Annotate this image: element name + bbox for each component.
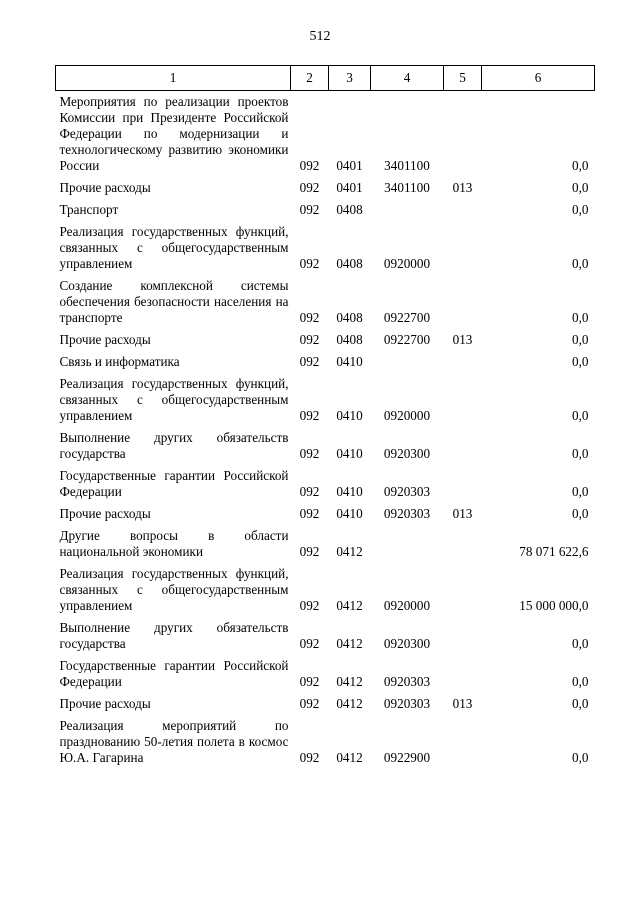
table-row bbox=[56, 500, 595, 522]
row-name-cell: Связь и информатика bbox=[59, 354, 180, 369]
row-section-cell: 0408 bbox=[336, 202, 363, 217]
table-row bbox=[56, 560, 595, 614]
row-code-cell: 092 bbox=[299, 202, 320, 217]
row-type-cell: 013 bbox=[452, 506, 473, 521]
row-code-cell: 092 bbox=[299, 696, 320, 711]
table-row bbox=[56, 614, 595, 652]
row-name-cell: Выполнение других обязательств государства bbox=[59, 620, 289, 651]
page-number: 512 bbox=[309, 29, 331, 44]
row-type-cell: 013 bbox=[452, 332, 473, 347]
row-name-cell: Реализация мероприятий по празднованию 50-летия полета в космос Ю.А. Гагарина bbox=[59, 718, 289, 765]
row-article-cell bbox=[371, 196, 444, 218]
table-header bbox=[56, 66, 595, 91]
row-section-cell: 0412 bbox=[336, 598, 363, 613]
row-section-cell: 0410 bbox=[336, 484, 363, 499]
table-row bbox=[56, 326, 595, 348]
table-row bbox=[56, 522, 595, 560]
row-type-cell bbox=[444, 652, 482, 690]
table-row bbox=[56, 272, 595, 326]
row-code-cell: 092 bbox=[299, 484, 320, 499]
row-amount-cell: 0,0 bbox=[572, 696, 589, 711]
row-amount-cell: 0,0 bbox=[572, 446, 589, 461]
row-name-cell: Государственные гарантии Российской Федерации bbox=[59, 658, 289, 689]
row-article-cell: 0922700 bbox=[383, 332, 431, 347]
table-row bbox=[56, 218, 595, 272]
table-row bbox=[56, 652, 595, 690]
row-section-cell: 0408 bbox=[336, 310, 363, 325]
row-amount-cell: 0,0 bbox=[572, 158, 589, 173]
row-name-cell: Другие вопросы в области национальной экономики bbox=[59, 528, 289, 559]
row-section-cell: 0412 bbox=[336, 674, 363, 689]
row-amount-cell: 0,0 bbox=[572, 750, 589, 765]
row-amount-cell: 0,0 bbox=[572, 506, 589, 521]
row-name-cell: Реализация государственных функций, связанных с общегосударственным управлением bbox=[59, 224, 289, 271]
row-code-cell: 092 bbox=[299, 636, 320, 651]
row-type-cell: 013 bbox=[452, 180, 473, 195]
header-col-2: 2 bbox=[291, 66, 329, 91]
row-amount-cell: 0,0 bbox=[572, 180, 589, 195]
row-code-cell: 092 bbox=[299, 256, 320, 271]
row-section-cell: 0412 bbox=[336, 636, 363, 651]
row-section-cell: 0408 bbox=[336, 256, 363, 271]
table-row bbox=[56, 712, 595, 766]
header-col-1: 1 bbox=[56, 66, 291, 91]
row-name-cell: Мероприятия по реализации проектов Комиссии при Президенте Российской Федерации по модернизации и технологическому развитию экономики России bbox=[59, 94, 289, 173]
row-type-cell: 013 bbox=[452, 696, 473, 711]
row-type-cell bbox=[444, 614, 482, 652]
row-name-cell: Транспорт bbox=[59, 202, 119, 217]
row-name-cell: Прочие расходы bbox=[59, 332, 151, 347]
row-article-cell: 3401100 bbox=[384, 158, 430, 173]
table-row bbox=[56, 370, 595, 424]
row-name-cell: Государственные гарантии Российской Федерации bbox=[59, 468, 289, 499]
row-section-cell: 0408 bbox=[336, 332, 363, 347]
row-type-cell bbox=[444, 348, 482, 370]
row-article-cell: 0922700 bbox=[383, 310, 431, 325]
row-section-cell: 0401 bbox=[336, 158, 363, 173]
row-article-cell: 0920000 bbox=[383, 256, 431, 271]
row-name-cell: Реализация государственных функций, связанных с общегосударственным управлением bbox=[59, 566, 289, 613]
table-row bbox=[56, 348, 595, 370]
row-code-cell: 092 bbox=[299, 506, 320, 521]
table-row bbox=[56, 462, 595, 500]
row-article-cell: 0920000 bbox=[383, 598, 431, 613]
row-code-cell: 092 bbox=[299, 332, 320, 347]
row-type-cell bbox=[444, 272, 482, 326]
row-article-cell: 0920303 bbox=[383, 484, 431, 499]
row-code-cell: 092 bbox=[299, 750, 320, 765]
row-code-cell: 092 bbox=[299, 544, 320, 559]
row-section-cell: 0410 bbox=[336, 408, 363, 423]
table-row bbox=[56, 91, 595, 175]
row-article-cell: 0920303 bbox=[383, 506, 431, 521]
table-row bbox=[56, 174, 595, 196]
row-article-cell: 0920300 bbox=[383, 636, 431, 651]
row-amount-cell: 0,0 bbox=[572, 484, 589, 499]
row-type-cell bbox=[444, 424, 482, 462]
row-name-cell: Выполнение других обязательств государства bbox=[59, 430, 289, 461]
row-article-cell: 0922900 bbox=[383, 750, 431, 765]
row-article-cell: 0920300 bbox=[383, 446, 431, 461]
row-code-cell: 092 bbox=[299, 674, 320, 689]
row-article-cell bbox=[371, 348, 444, 370]
row-type-cell bbox=[444, 712, 482, 766]
row-code-cell: 092 bbox=[299, 408, 320, 423]
row-article-cell: 0920000 bbox=[383, 408, 431, 423]
row-type-cell bbox=[444, 91, 482, 175]
row-section-cell: 0412 bbox=[336, 750, 363, 765]
row-amount-cell: 0,0 bbox=[572, 636, 589, 651]
row-type-cell bbox=[444, 522, 482, 560]
row-section-cell: 0410 bbox=[336, 446, 363, 461]
row-name-cell: Прочие расходы bbox=[59, 696, 151, 711]
row-name-cell: Реализация государственных функций, связанных с общегосударственным управлением bbox=[59, 376, 289, 423]
row-type-cell bbox=[444, 196, 482, 218]
row-amount-cell: 0,0 bbox=[572, 202, 589, 217]
row-name-cell: Прочие расходы bbox=[59, 180, 151, 195]
row-code-cell: 092 bbox=[299, 180, 320, 195]
row-section-cell: 0412 bbox=[336, 696, 363, 711]
budget-table bbox=[55, 65, 595, 766]
row-code-cell: 092 bbox=[299, 158, 320, 173]
row-section-cell: 0410 bbox=[336, 506, 363, 521]
header-col-5: 5 bbox=[444, 66, 482, 91]
row-code-cell: 092 bbox=[299, 354, 320, 369]
row-code-cell: 092 bbox=[299, 446, 320, 461]
row-type-cell bbox=[444, 560, 482, 614]
row-name-cell: Прочие расходы bbox=[59, 506, 151, 521]
row-section-cell: 0410 bbox=[336, 354, 363, 369]
table-row bbox=[56, 196, 595, 218]
row-amount-cell: 78 071 622,6 bbox=[519, 544, 589, 559]
row-amount-cell: 0,0 bbox=[572, 332, 589, 347]
row-type-cell bbox=[444, 218, 482, 272]
row-section-cell: 0412 bbox=[336, 544, 363, 559]
row-type-cell bbox=[444, 462, 482, 500]
row-code-cell: 092 bbox=[299, 310, 320, 325]
table-body bbox=[56, 91, 595, 767]
header-col-3: 3 bbox=[329, 66, 371, 91]
row-amount-cell: 0,0 bbox=[572, 674, 589, 689]
row-section-cell: 0401 bbox=[336, 180, 363, 195]
header-row bbox=[56, 66, 595, 91]
header-col-4: 4 bbox=[371, 66, 444, 91]
row-type-cell bbox=[444, 370, 482, 424]
row-article-cell: 3401100 bbox=[384, 180, 430, 195]
row-amount-cell: 0,0 bbox=[572, 310, 589, 325]
row-amount-cell: 0,0 bbox=[572, 256, 589, 271]
header-col-6: 6 bbox=[482, 66, 595, 91]
table-row bbox=[56, 690, 595, 712]
row-amount-cell: 0,0 bbox=[572, 354, 589, 369]
row-amount-cell: 15 000 000,0 bbox=[519, 598, 589, 613]
row-name-cell: Создание комплексной системы обеспечения безопасности населения на транспорте bbox=[59, 278, 289, 325]
row-code-cell: 092 bbox=[299, 598, 320, 613]
row-article-cell: 0920303 bbox=[383, 696, 431, 711]
row-article-cell: 0920303 bbox=[383, 674, 431, 689]
table-row bbox=[56, 424, 595, 462]
row-amount-cell: 0,0 bbox=[572, 408, 589, 423]
row-article-cell bbox=[371, 522, 444, 560]
